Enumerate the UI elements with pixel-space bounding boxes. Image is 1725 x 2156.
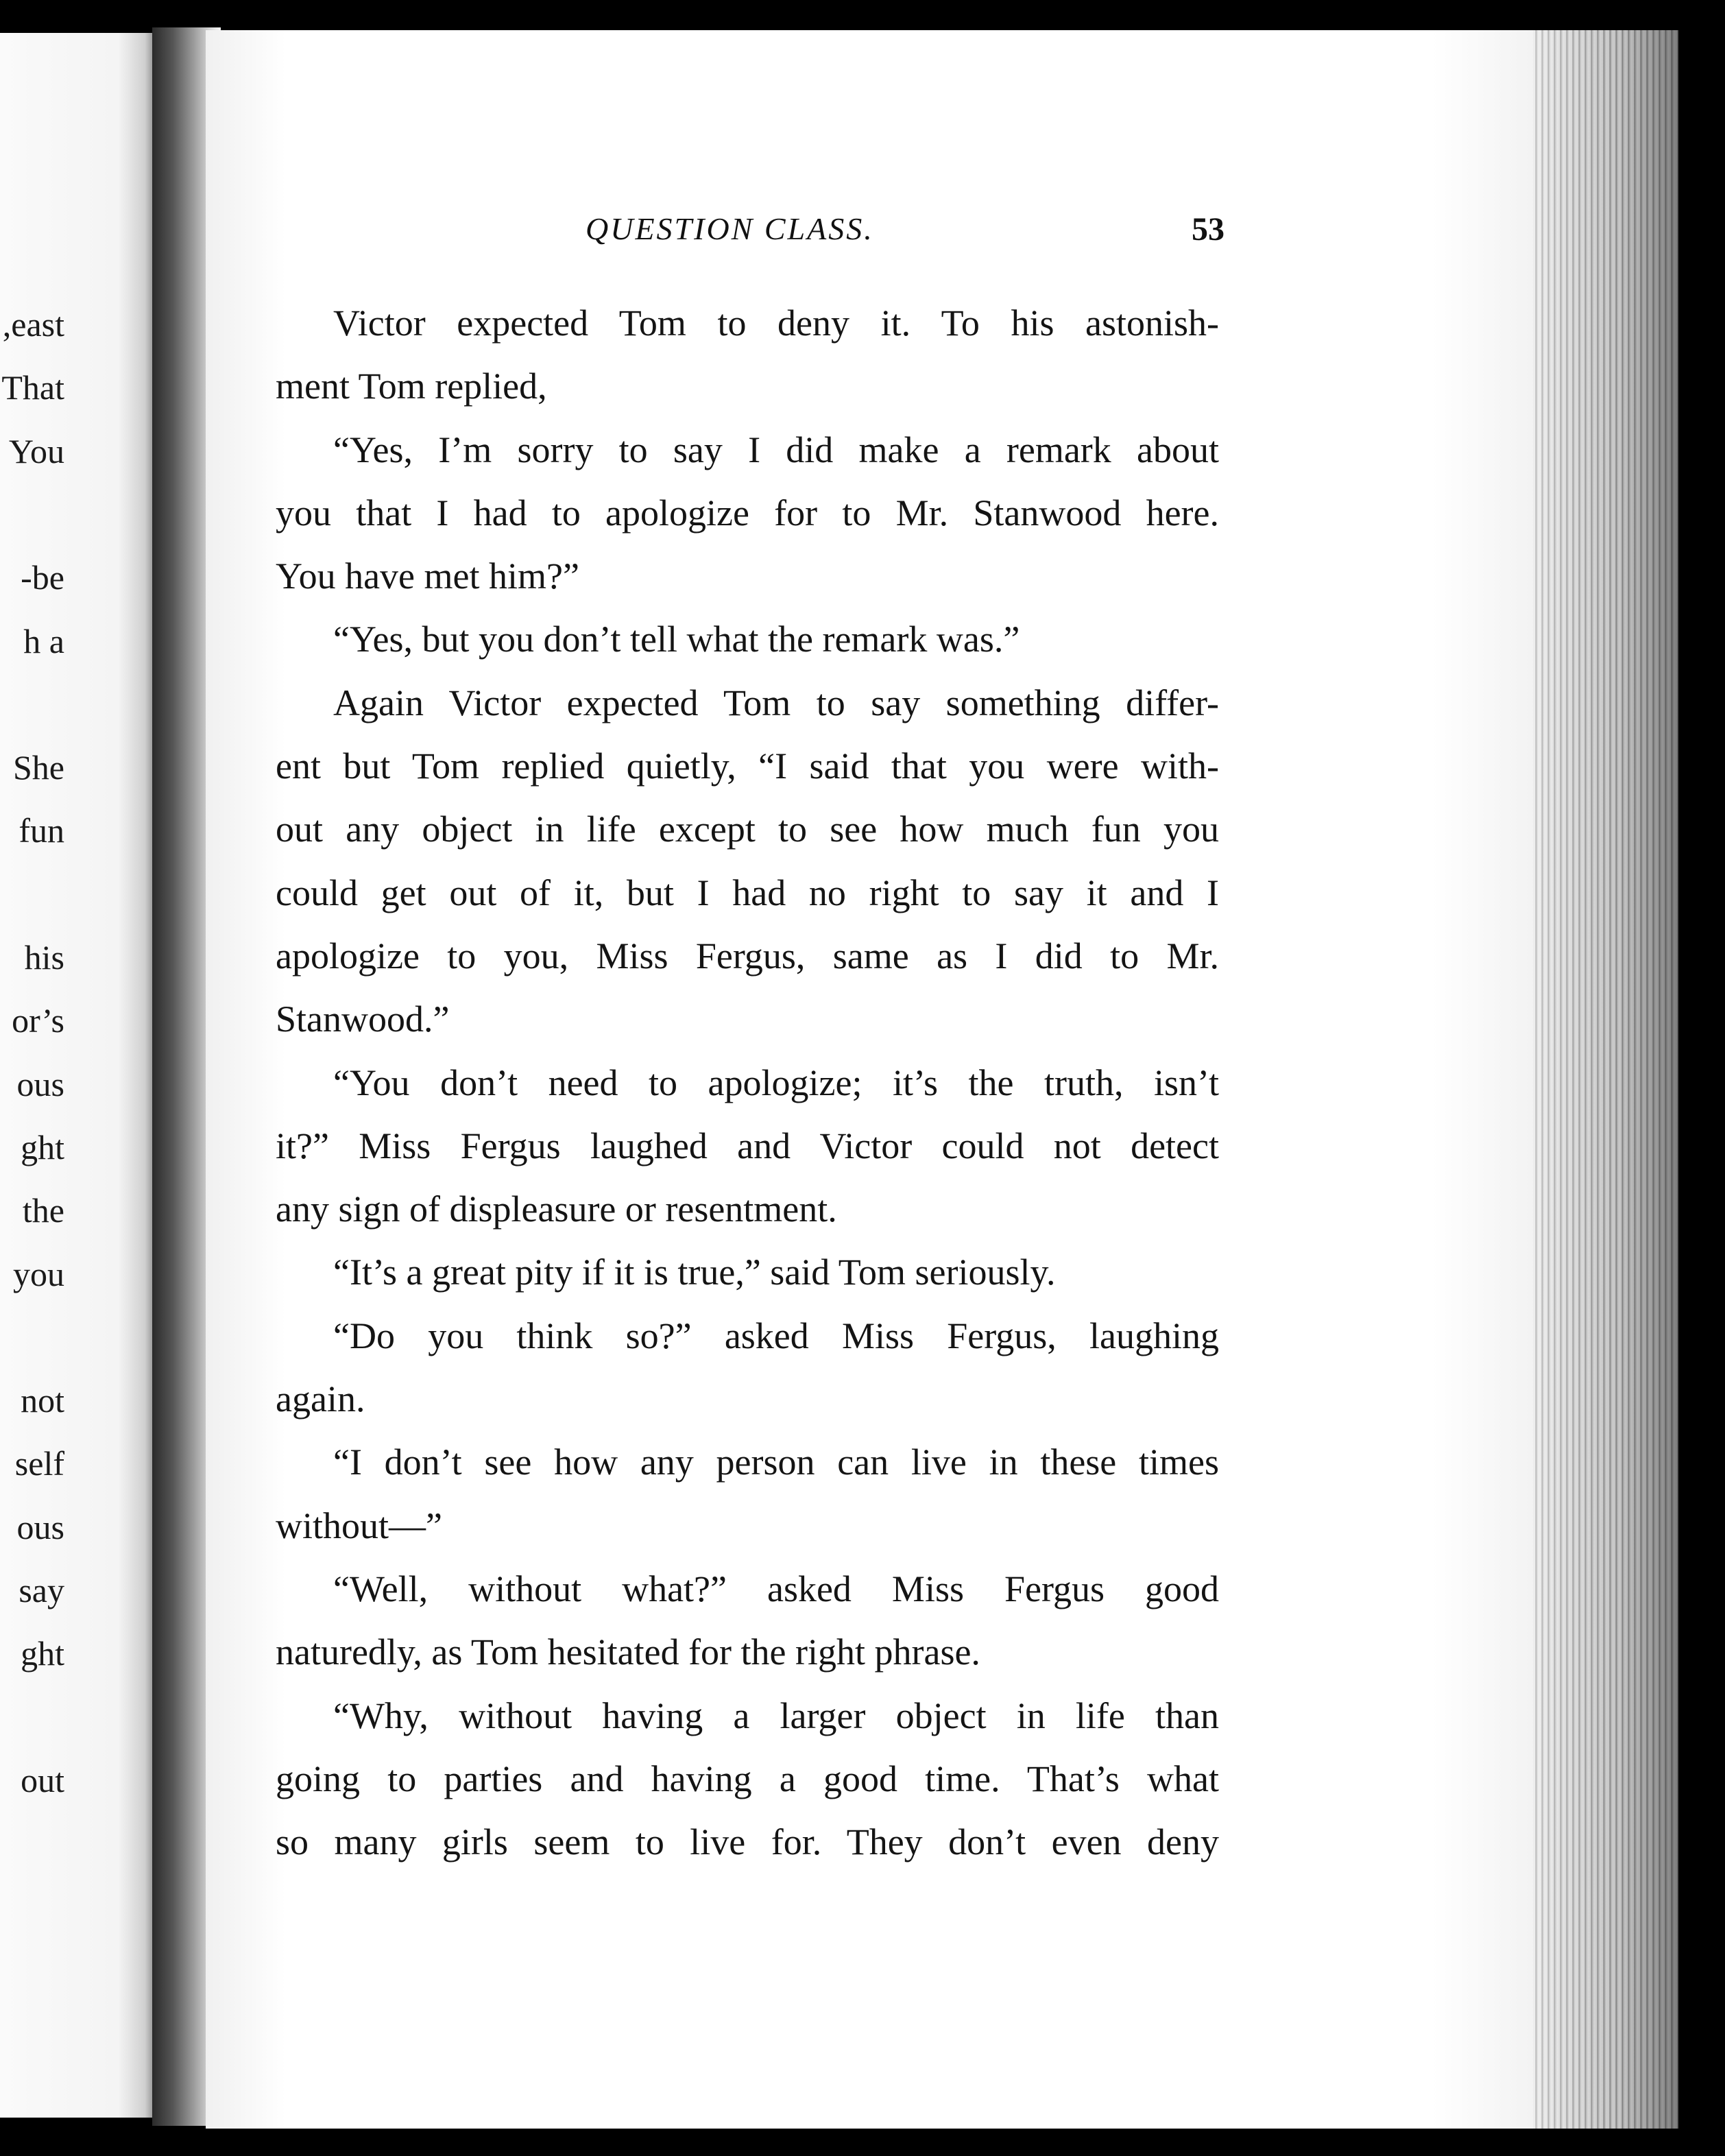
text-line: Again Victor expected Tom to say something differ-: [333, 682, 1219, 723]
text-line: again.: [276, 1378, 365, 1420]
left-page-text-fragments: east, That You be- h a She fun his or’s ous ght the you not self ous say ght out: [1, 305, 64, 1799]
running-head: QUESTION CLASS.: [586, 211, 874, 246]
text-line: could get out of it, but I had no right to say it and I: [276, 872, 1219, 913]
text-line: “I don’t see how any person can live in these times: [333, 1441, 1219, 1483]
left-page: [0, 33, 158, 2118]
text-line: You have met him?”: [276, 555, 579, 597]
text-line: ment Tom replied,: [276, 366, 547, 407]
text-line: “You don’t need to apologize; it’s the truth, isn’t: [333, 1062, 1219, 1103]
text-line: it?” Miss Fergus laughed and Victor could not detect: [276, 1125, 1219, 1166]
text-line: you that I had to apologize for to Mr. Stanwood here.: [276, 492, 1219, 534]
body-text: [276, 291, 1219, 1873]
text-line: “Do you think so?” asked Miss Fergus, laughing: [333, 1315, 1219, 1356]
page-number: 53: [1192, 211, 1225, 248]
page-stack-shadow: [1533, 30, 1678, 2129]
text-line: out any object in life except to see how much fun you: [276, 809, 1219, 850]
text-line: ent but Tom replied quietly, “I said that you were with-: [276, 745, 1219, 787]
text-line: “Well, without what?” asked Miss Fergus good: [333, 1568, 1219, 1609]
text-line: “It’s a great pity if it is true,” said Tom seriously.: [333, 1251, 1056, 1293]
text-line: so many girls seem to live for. They don’t even deny: [276, 1821, 1219, 1863]
text-line: “Yes, I’m sorry to say I did make a remark about: [333, 429, 1219, 470]
text-line: Victor expected Tom to deny it. To his astonish-: [333, 302, 1219, 344]
text-line: “Yes, but you don’t tell what the remark was.”: [333, 619, 1020, 660]
text-line: Stanwood.”: [276, 998, 450, 1040]
text-line: without—”: [276, 1505, 442, 1546]
text-line: going to parties and having a good time. That’s what: [276, 1758, 1219, 1799]
text-line: “Why, without having a larger object in life than: [333, 1694, 1219, 1736]
text-line: naturedly, as Tom hesitated for the right phrase.: [276, 1631, 980, 1673]
text-line: any sign of displeasure or resentment.: [276, 1188, 837, 1230]
text-line: apologize to you, Miss Fergus, same as I did to Mr.: [276, 935, 1219, 977]
